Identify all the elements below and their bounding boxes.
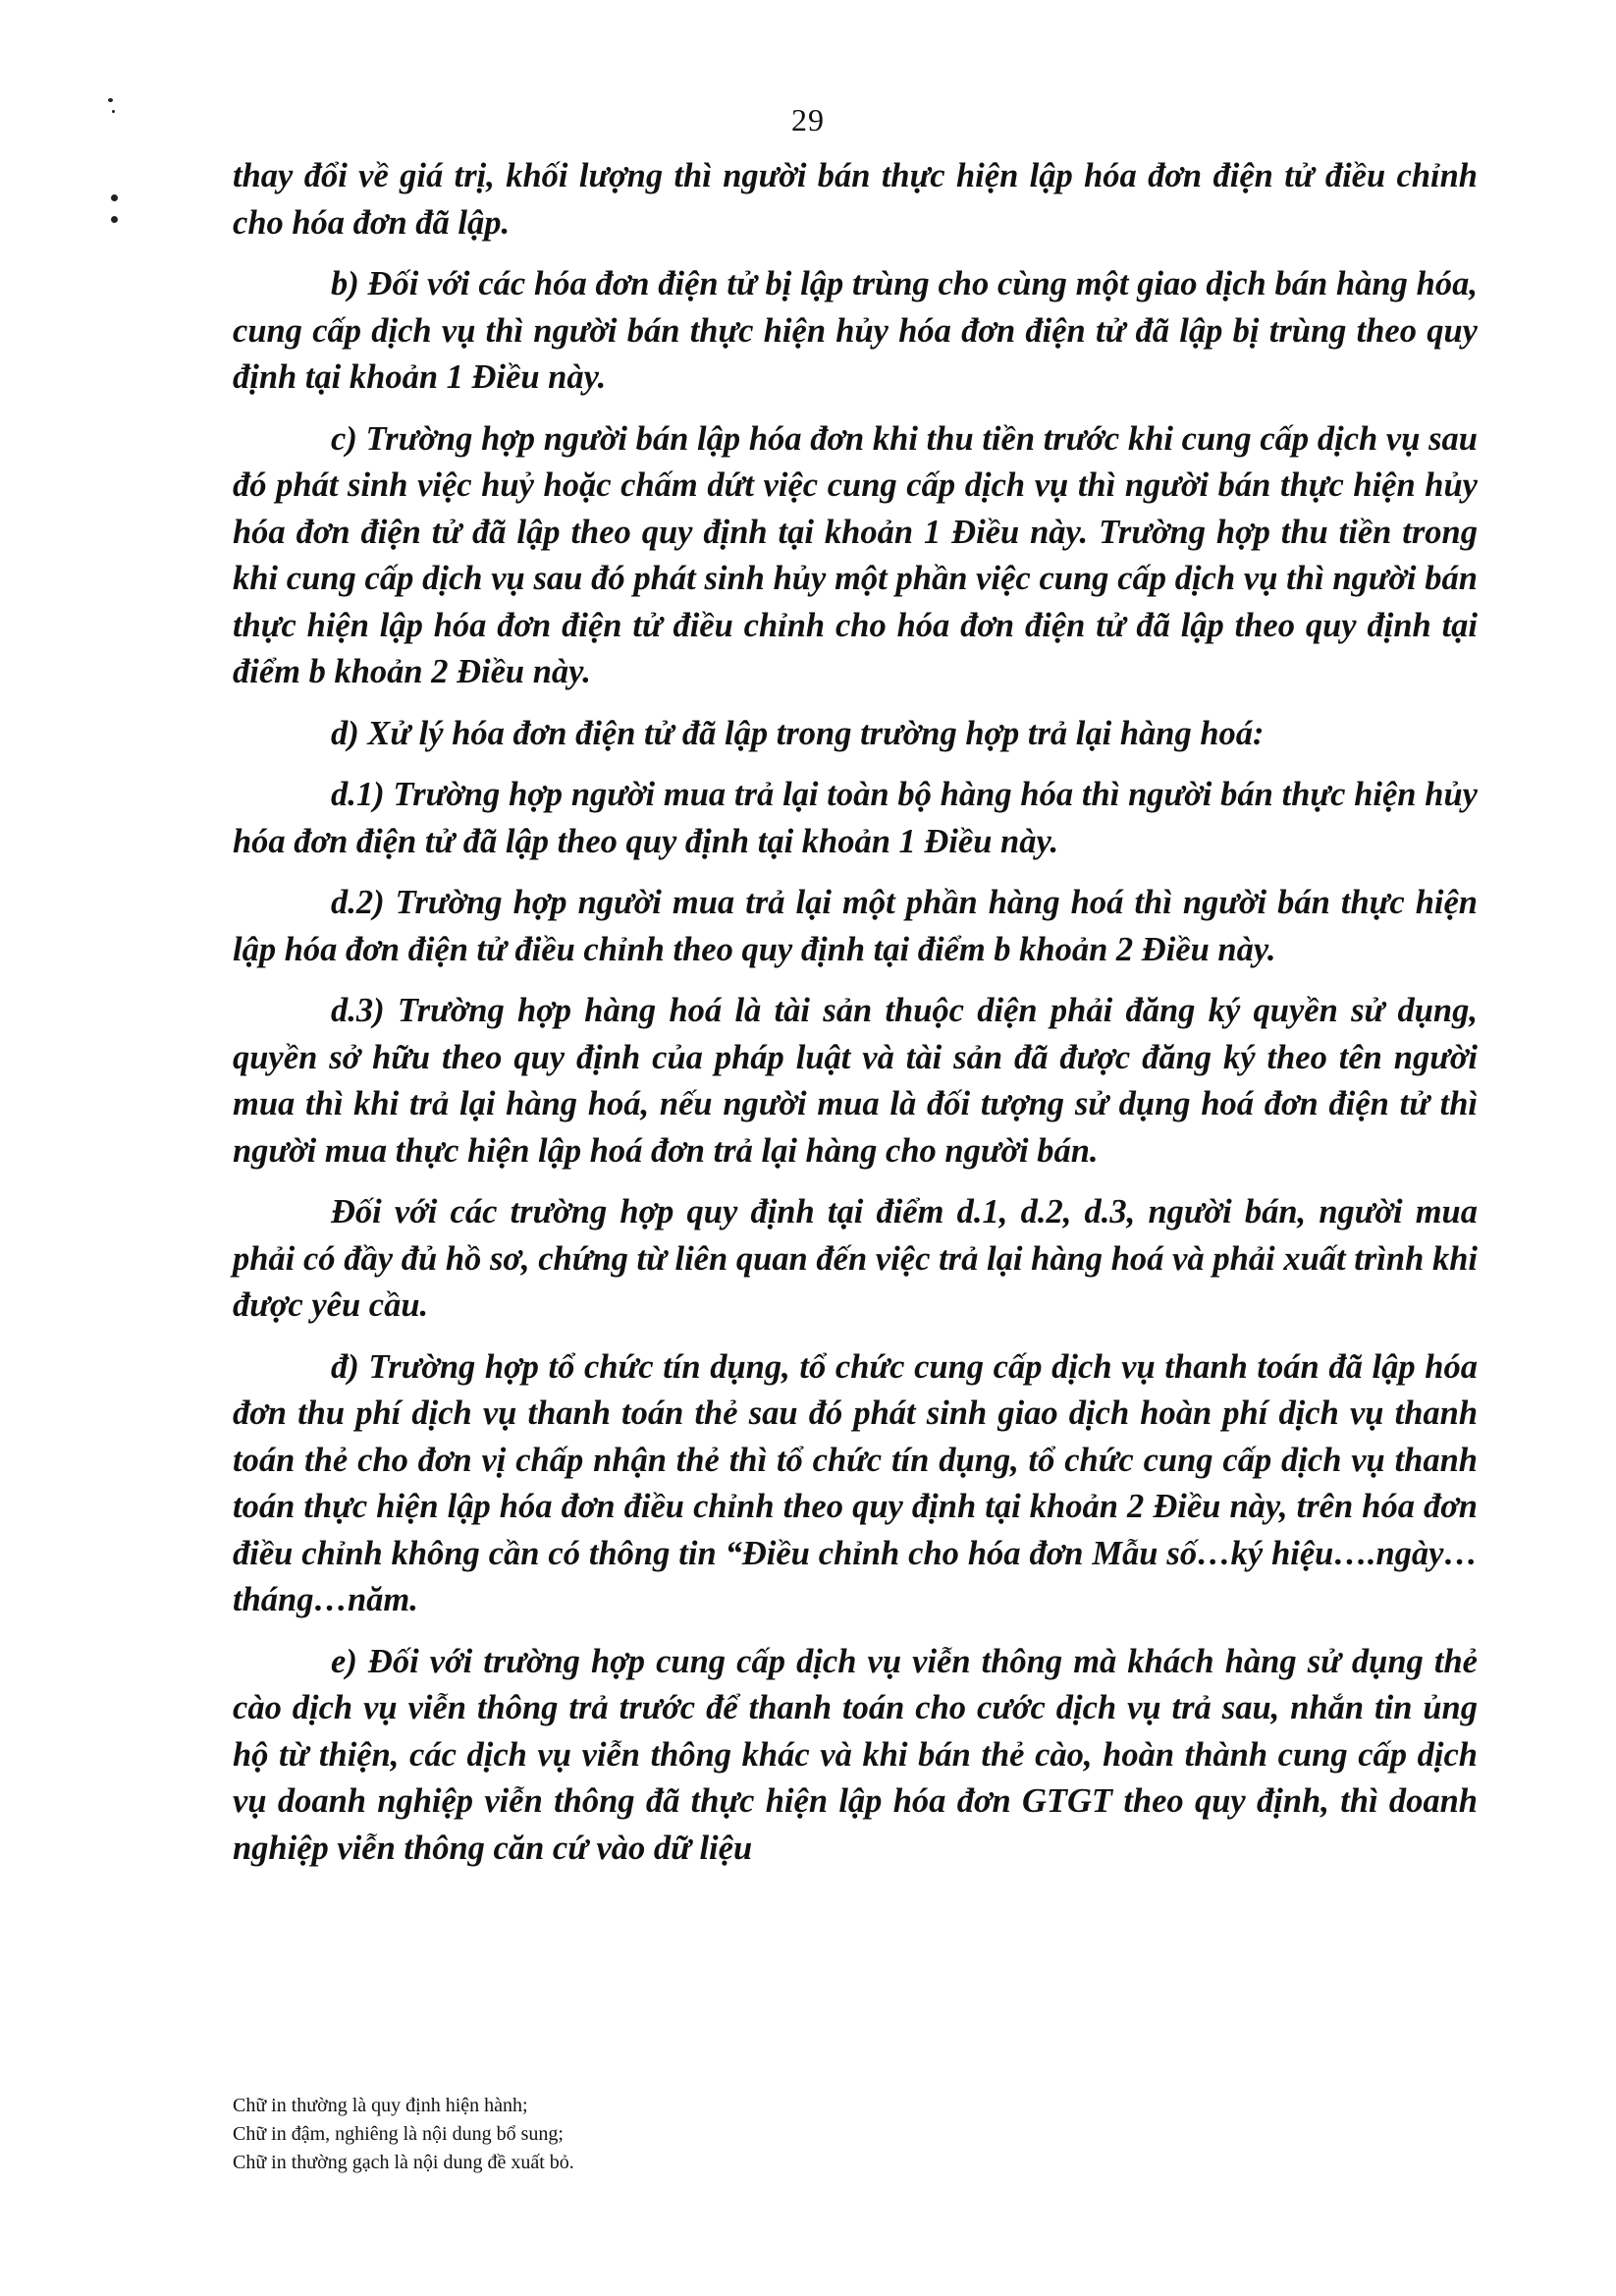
paragraph-d: d) Xử lý hóa đơn điện tử đã lập trong trường hợp trả lại hàng hoá: <box>331 714 1265 752</box>
paragraph-d1: d.1) Trường hợp người mua trả lại toàn bộ hàng hóa thì người bán thực hiện hủy hóa đơn điện tử đã lập theo quy định tại khoản 1 Điều này. <box>233 776 1478 860</box>
page-number: 29 <box>791 102 825 137</box>
paragraph-e: e) Đối với trường hợp cung cấp dịch vụ viễn thông mà khách hàng sử dụng thẻ cào dịch vụ viễn thông trả trước để thanh toán cho cước dịch vụ trả sau, nhắn tin ủng hộ từ thiện, các dịch vụ viễn thông khác và khi bán thẻ cào, hoàn thành cung cấp dịch vụ doanh nghiệp viễn thông đã thực hiện lập hóa đơn GTGT theo quy định, thì doanh nghiệp viễn thông căn cứ vào dữ liệu <box>233 1642 1478 1867</box>
scan-mark <box>111 216 118 223</box>
paragraph-dd: đ) Trường hợp tổ chức tín dụng, tổ chức cung cấp dịch vụ thanh toán đã lập hóa đơn thu phí dịch vụ thanh toán thẻ sau đó phát sinh giao dịch hoàn phí dịch vụ thanh toán thẻ cho đơn vị chấp nhận thẻ thì tổ chức tín dụng, tổ chức cung cấp dịch vụ thanh toán thực hiện lập hóa đơn điều chỉnh theo quy định tại khoản 2 Điều này, trên hóa đơn điều chỉnh không cần có thông tin “Điều chỉnh cho hóa đơn Mẫu số…ký hiệu….ngày…tháng…năm. <box>233 1347 1478 1618</box>
paragraph-c: c) Trường hợp người bán lập hóa đơn khi thu tiền trước khi cung cấp dịch vụ sau đó phát sinh việc huỷ hoặc chấm dứt việc cung cấp dịch vụ thì người bán thực hiện hủy hóa đơn điện tử đã lập theo quy định tại khoản 1 Điều này. Trường hợp thu tiền trong khi cung cấp dịch vụ sau đó phát sinh hủy một phần việc cung cấp dịch vụ thì người bán thực hiện lập hóa đơn điện tử điều chỉnh cho hóa đơn điện tử đã lập theo quy định tại điểm b khoản 2 Điều này. <box>233 419 1478 690</box>
paragraph-d3: d.3) Trường hợp hàng hoá là tài sản thuộc diện phải đăng ký quyền sử dụng, quyền sở hữu theo quy định của pháp luật và tài sản đã được đăng ký theo tên người mua thì khi trả lại hàng hoá, nếu người mua là đối tượng sử dụng hoá đơn điện tử thì người mua thực hiện lập hoá đơn trả lại hàng cho người bán. <box>233 992 1478 1170</box>
document-body <box>233 153 1478 1886</box>
footnote-bold-italic: Chữ in đậm, nghiêng là nội dung bổ sung; <box>233 2123 564 2145</box>
paragraph-d-summary: Đối với các trường hợp quy định tại điểm d.1, d.2, d.3, người bán, người mua phải có đầy đủ hồ sơ, chứng từ liên quan đến việc trả lại hàng hoá và phải xuất trình khi được yêu cầu. <box>233 1193 1478 1324</box>
footnotes <box>233 2092 1214 2177</box>
paragraph-b: b) Đối với các hóa đơn điện tử bị lập trùng cho cùng một giao dịch bán hàng hóa, cung cấp dịch vụ thì người bán thực hiện hủy hóa đơn điện tử đã lập bị trùng theo quy định tại khoản 1 Điều này. <box>233 265 1478 396</box>
scan-mark <box>111 194 118 201</box>
footnote-regular: Chữ in thường là quy định hiện hành; <box>233 2095 528 2116</box>
paragraph-continuation: thay đổi về giá trị, khối lượng thì người bán thực hiện lập hóa đơn điện tử điều chỉnh cho hóa đơn đã lập. <box>233 157 1478 242</box>
paragraph-d2: d.2) Trường hợp người mua trả lại một phần hàng hoá thì người bán thực hiện lập hóa đơn điện tử điều chỉnh theo quy định tại điểm b khoản 2 Điều này. <box>233 884 1478 968</box>
footnote-strikethrough: Chữ in thường gạch là nội dung đề xuất bỏ. <box>233 2152 574 2173</box>
